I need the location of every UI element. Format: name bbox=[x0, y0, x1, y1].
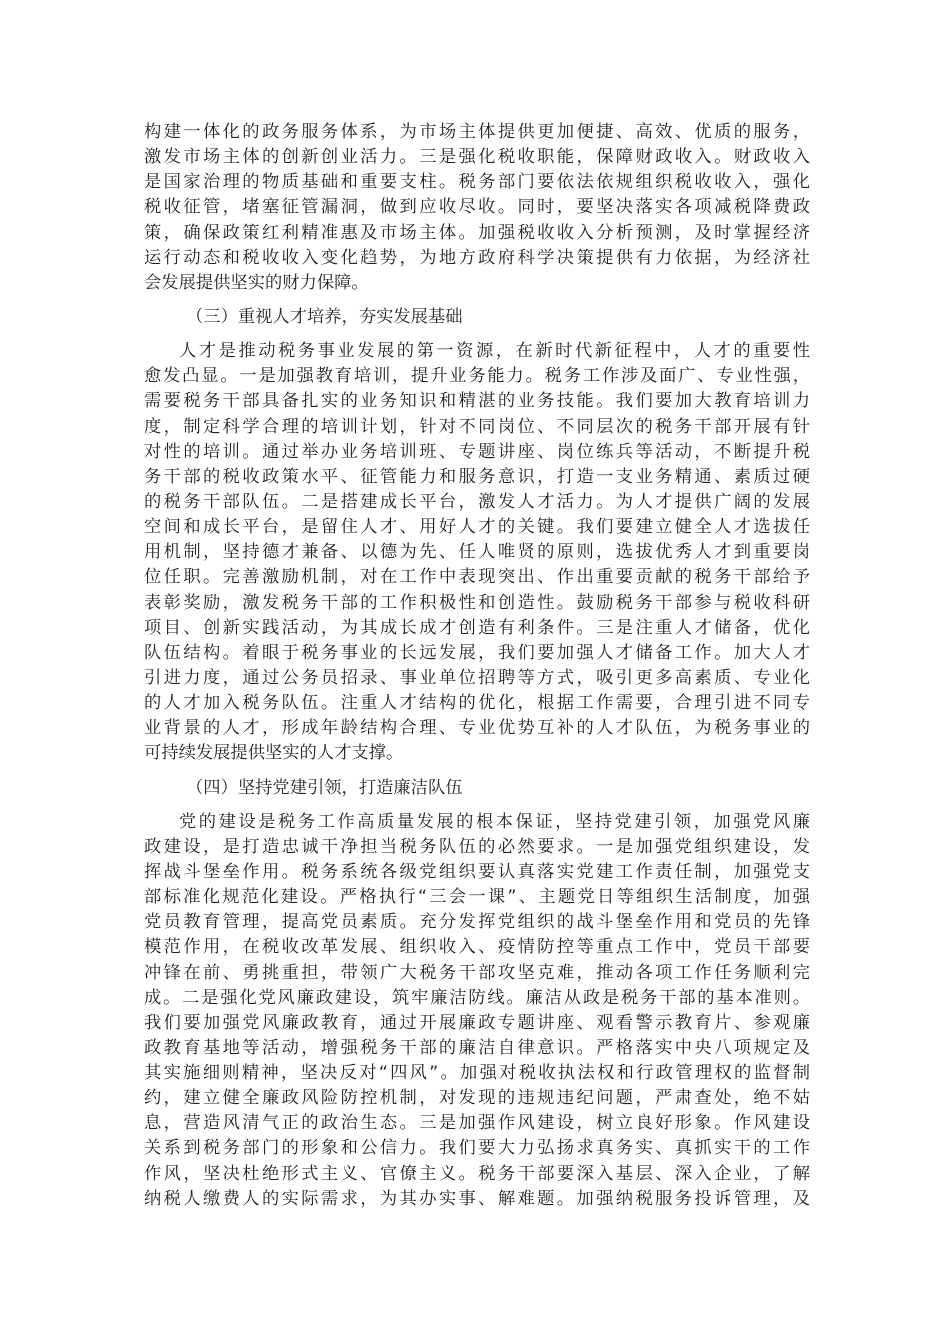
paragraph-line: 业背景的人才，形成年龄结构合理、专业优势互补的人才队伍，为税务事业的 bbox=[144, 718, 810, 739]
paragraph-line: 关系到税务部门的形象和公信力。我们要大力弘扬求真务实、真抓实干的工作 bbox=[144, 1138, 810, 1159]
paragraph-line: 需要税务干部具备扎实的业务知识和精湛的业务技能。我们要加大教育培训力 bbox=[144, 391, 810, 412]
section-heading-3: （三）重视人才培养，夯实发展基础 bbox=[186, 306, 463, 327]
paragraph-line: 对性的培训。通过举办业务培训班、专题讲座、岗位练兵等活动，不断提升税 bbox=[144, 441, 810, 462]
paragraph-line: 务干部的税收政策水平、征管能力和服务意识，打造一支业务精通、素质过硬 bbox=[144, 466, 810, 487]
spacer bbox=[144, 767, 810, 776]
paragraph-line: 策，确保政策红利精准惠及市场主体。加强税收收入分析预测，及时掌握经济 bbox=[144, 222, 810, 243]
spacer bbox=[144, 801, 810, 810]
paragraph-2 bbox=[144, 339, 810, 766]
paragraph-line: 部标准化规范化建设。严格执行“三会一课”、主题党日等组织生活制度，加强 bbox=[144, 887, 810, 908]
paragraph-line: 位任职。完善激励机制，对在工作中表现突出、作出重要贡献的税务干部给予 bbox=[144, 567, 810, 588]
paragraph-line: 是国家治理的物质基础和重要支柱。税务部门要依法依规组织税收收入，强化 bbox=[144, 172, 810, 193]
section-heading-4: （四）坚持党建引领，打造廉洁队伍 bbox=[186, 777, 463, 798]
document-body bbox=[144, 120, 810, 1212]
paragraph-line: 约，建立健全廉政风险防控机制，对发现的违规违纪问题，严肃查处，绝不姑 bbox=[144, 1088, 810, 1109]
paragraph-line: 队伍结构。着眼于税务事业的长远发展，我们要加强人才储备工作。加大人才 bbox=[144, 642, 810, 663]
paragraph-line: 税收征管，堵塞征管漏洞，做到应收尽收。同时，要坚决落实各项减税降费政 bbox=[144, 197, 810, 218]
paragraph-line: 用机制，坚持德才兼备、以德为先、任人唯贤的原则，选拔优秀人才到重要岗 bbox=[144, 542, 810, 563]
paragraph-line: 挥战斗堡垒作用。税务系统各级党组织要认真落实党建工作责任制，加强党支 bbox=[144, 861, 810, 882]
paragraph-line: 愈发凸显。一是加强教育培训，提升业务能力。税务工作涉及面广、专业性强， bbox=[144, 366, 810, 387]
paragraph-line: 会发展提供坚实的财力保障。 bbox=[144, 272, 369, 293]
paragraph-line: 党的建设是税务工作高质量发展的根本保证，坚持党建引领，加强党风廉 bbox=[179, 811, 810, 832]
paragraph-line: 引进力度，通过公务员招录、事业单位招聘等方式，吸引更多高素质、专业化 bbox=[144, 667, 810, 688]
paragraph-line: 的税务干部队伍。二是搭建成长平台，激发人才活力。为人才提供广阔的发展 bbox=[144, 491, 810, 512]
paragraph-1 bbox=[144, 120, 810, 296]
spacer bbox=[144, 330, 810, 339]
paragraph-line: 人才是推动税务事业发展的第一资源，在新时代新征程中，人才的重要性 bbox=[179, 341, 810, 362]
paragraph-line: 模范作用，在税收改革发展、组织收入、疫情防控等重点工作中，党员干部要 bbox=[144, 937, 810, 958]
paragraph-line: 政教育基地等活动，增强税务干部的廉洁自律意识。严格落实中央八项规定及 bbox=[144, 1037, 810, 1058]
paragraph-line: 政建设，是打造忠诚干净担当税务队伍的必然要求。一是加强党组织建设，发 bbox=[144, 836, 810, 857]
paragraph-line: 作风，坚决杜绝形式主义、官僚主义。税务干部要深入基层、深入企业，了解 bbox=[144, 1163, 810, 1184]
paragraph-line: 纳税人缴费人的实际需求，为其办实事、解难题。加强纳税服务投诉管理，及 bbox=[144, 1188, 810, 1209]
paragraph-line: 成。二是强化党风廉政建设，筑牢廉洁防线。廉洁从政是税务干部的基本准则。 bbox=[144, 987, 810, 1008]
paragraph-line: 党员教育管理，提高党员素质。充分发挥党组织的战斗堡垒作用和党员的先锋 bbox=[144, 912, 810, 933]
paragraph-line: 其实施细则精神，坚决反对“四风”。加强对税收执法权和行政管理权的监督制 bbox=[144, 1063, 810, 1084]
paragraph-line: 构建一体化的政务服务体系，为市场主体提供更加便捷、高效、优质的服务， bbox=[144, 122, 810, 142]
paragraph-line: 可持续发展提供坚实的人才支撑。 bbox=[144, 743, 404, 764]
paragraph-line: 的人才加入税务队伍。注重人才结构的优化，根据工作需要，合理引进不同专 bbox=[144, 693, 810, 714]
paragraph-line: 空间和成长平台，是留住人才、用好人才的关键。我们要建立健全人才选拔任 bbox=[144, 517, 810, 538]
spacer bbox=[144, 296, 810, 305]
paragraph-line: 表彰奖励，激发税务干部的工作积极性和创造性。鼓励税务干部参与税收科研 bbox=[144, 592, 810, 613]
paragraph-line: 我们要加强党风廉政教育，通过开展廉政专题讲座、观看警示教育片、参观廉 bbox=[144, 1012, 810, 1033]
paragraph-line: 冲锋在前、勇挑重担，带领广大税务干部攻坚克难，推动各项工作任务顺利完 bbox=[144, 962, 810, 983]
paragraph-line: 激发市场主体的创新创业活力。三是强化税收职能，保障财政收入。财政收入 bbox=[144, 147, 810, 168]
paragraph-line: 息，营造风清气正的政治生态。三是加强作风建设，树立良好形象。作风建设 bbox=[144, 1113, 810, 1134]
paragraph-line: 度，制定科学合理的培训计划，针对不同岗位、不同层次的税务干部开展有针 bbox=[144, 416, 810, 437]
paragraph-3 bbox=[144, 810, 810, 1212]
paragraph-line: 运行动态和税收收入变化趋势，为地方政府科学决策提供有力依据，为经济社 bbox=[144, 247, 810, 268]
paragraph-line: 项目、创新实践活动，为其成长成才创造有利条件。三是注重人才储备，优化 bbox=[144, 617, 810, 638]
